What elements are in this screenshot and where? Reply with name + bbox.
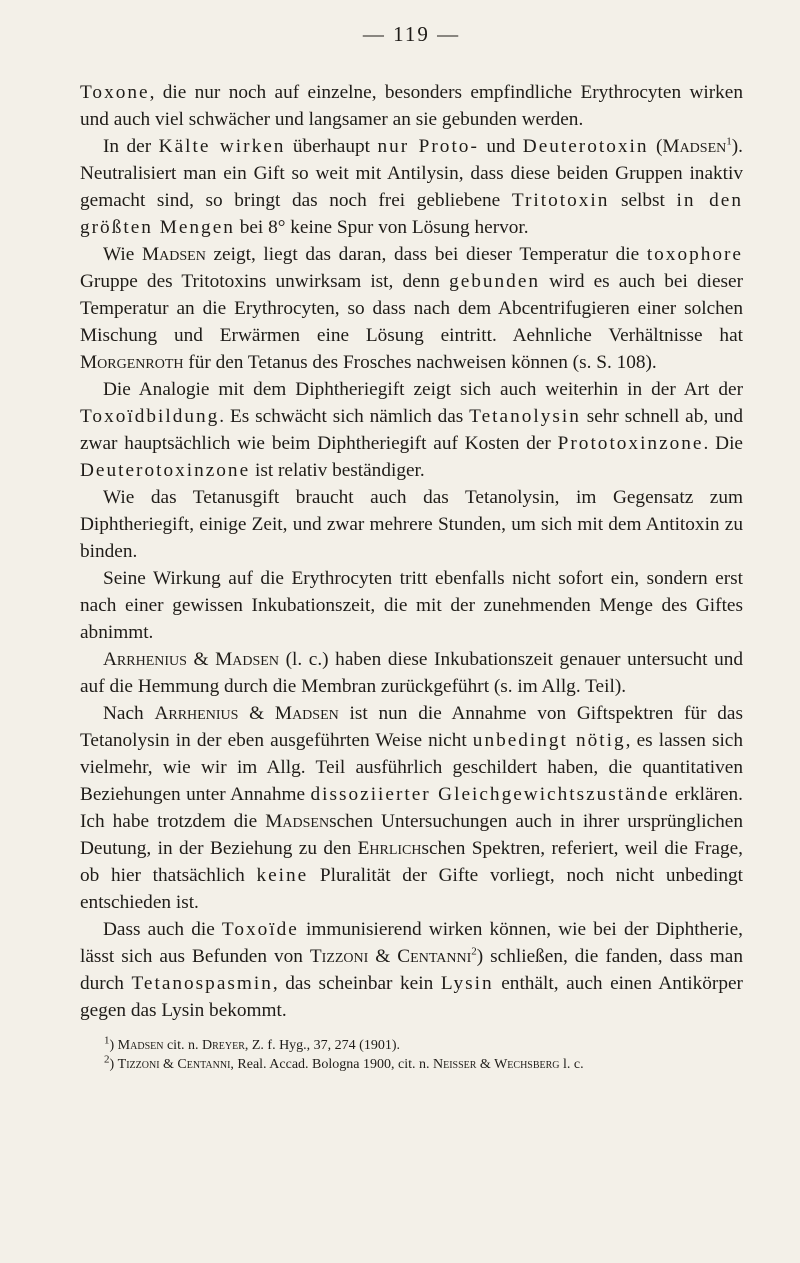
text-run: ): [109, 1038, 118, 1053]
text-run: Madsen: [662, 136, 727, 157]
footnote-marker: 1: [726, 135, 732, 148]
text-run: überhaupt: [285, 136, 378, 157]
text-run: unbedingt nötig: [472, 730, 626, 751]
page-number: — 119 —: [362, 22, 461, 46]
text-run: . Die: [703, 433, 743, 454]
text-run: Wie das Tetanusgift braucht auch das Tetanolysin, im Gegensatz zum Diphtheriegift, einige Zeit, und zwar mehrere Stunden, um sich mit dem Antitoxin zu binden.: [80, 487, 743, 562]
paragraph: [80, 484, 743, 565]
text-run: schen Untersuchungen auch in ihrer ursprünglichen Deutung, in der Beziehung zu den: [80, 811, 743, 859]
text-run: dissoziierter Gleichgewichtszustände: [310, 784, 670, 805]
text-run: Ehrlich: [357, 838, 422, 859]
text-run: bei 8° keine Spur von Lösung hervor.: [234, 217, 529, 238]
text-run: , Z. f. Hyg., 37, 274 (1901).: [244, 1038, 401, 1053]
text-run: Arrhenius & Madsen: [154, 703, 339, 724]
text-run: Toxone: [80, 82, 150, 103]
text-run: gebunden: [449, 271, 541, 292]
text-run: immunisierend wirken können, wie bei der Diphtherie, lässt sich aus Befunden von: [80, 919, 743, 967]
text-run: Kälte wirken: [158, 136, 286, 157]
footnote: [80, 1036, 743, 1055]
text-run: Tritotoxin: [511, 190, 610, 211]
text-run: Toxoïde: [221, 919, 299, 940]
text-run: Seine Wirkung auf die Erythrocyten tritt ebenfalls nicht sofort ein, sondern erst nach einer gewissen Inkubationszeit, die mit der zunehmenden Menge des Giftes abnimmt.: [80, 568, 743, 643]
text-run: enthält, auch einen Antikörper gegen das Lysin bekommt.: [80, 973, 743, 1021]
text-run: Tetanospasmin: [131, 973, 273, 994]
paragraph: [80, 79, 743, 133]
text-run: Deuterotoxin: [522, 136, 649, 157]
text-run: Tizzoni & Centanni: [309, 946, 472, 967]
text-run: Die Analogie mit dem Diphtheriegift zeigt sich auch weiterhin in der Art der: [103, 379, 743, 400]
text-run: ) schließen, die fanden, dass man durch: [80, 946, 743, 994]
paragraph: [80, 241, 743, 376]
text-run: Tizzoni & Centanni: [117, 1057, 231, 1072]
text-run: Pluralität der Gifte vorliegt, noch nicht unbedingt entschieden ist.: [80, 865, 743, 913]
text-run: erklären. Ich habe trotzdem die: [80, 784, 743, 832]
text-run: l. c.: [559, 1057, 584, 1072]
text-run: Lysin: [440, 973, 494, 994]
text-run: Arrhenius & Madsen: [103, 649, 279, 670]
paragraph: [80, 133, 743, 241]
paragraph: [80, 916, 743, 1024]
text-run: zeigt, liegt das daran, dass bei dieser Temperatur die: [205, 244, 647, 265]
footnote-marker: 1: [104, 1034, 110, 1047]
paragraph: [80, 376, 743, 484]
text-run: Nach: [103, 703, 155, 724]
text-run: cit. n.: [163, 1038, 202, 1053]
paragraph: [80, 700, 743, 916]
text-run: , die nur noch auf einzelne, besonders empfindliche Erythrocyten wirken und auch viel schwächer und langsamer an sie gebunden werden.: [80, 82, 743, 130]
text-run: Madsen: [117, 1038, 164, 1053]
text-run: wird es auch bei dieser Temperatur an die Erythrocyten, so dass nach dem Abcentrifugieren einer solchen Mischung und Erwärmen eine Lösung eintritt. Aehnliche Verhältnisse hat: [80, 271, 743, 346]
text-run: in den größten Mengen: [80, 190, 743, 238]
text-run: Tetanolysin: [469, 406, 581, 427]
text-run: Dreyer: [201, 1038, 245, 1053]
footnote: [80, 1055, 743, 1074]
text-run: In der: [103, 136, 159, 157]
text-run: ist relativ beständiger.: [250, 460, 425, 481]
text-run: Prototoxinzone: [557, 433, 704, 454]
text-run: , das scheinbar kein: [272, 973, 441, 994]
text-run: . Es schwächt sich nämlich das: [219, 406, 470, 427]
text-run: und: [478, 136, 523, 157]
text-run: Wie: [103, 244, 142, 265]
text-run: Deuterotoxinzone: [80, 460, 251, 481]
text-run: selbst: [609, 190, 677, 211]
footnote-marker: 2: [104, 1053, 110, 1066]
text-run: sehr schnell ab, und zwar hauptsächlich wie beim Diphtheriegift auf Kosten der: [80, 406, 743, 454]
text-run: schen Spektren, referiert, weil die Frage, ob hier thatsächlich: [80, 838, 743, 886]
text-run: Neisser & Wechsberg: [432, 1057, 560, 1072]
footnotes: [80, 1036, 743, 1074]
text-run: Toxoïdbildung: [80, 406, 220, 427]
text-run: Gruppe des Tritotoxins unwirksam ist, denn: [80, 271, 450, 292]
text-run: (l. c.) haben diese Inkubationszeit genauer untersucht und auf die Hemmung durch die Membran zurückgeführt (s. im Allg. Teil).: [80, 649, 743, 697]
paragraph: [80, 646, 743, 700]
text-run: Morgenroth: [80, 352, 184, 373]
text-run: ist nun die Annahme von Giftspektren für das Tetanolysin in der eben ausgeführten Weise nicht: [80, 703, 743, 751]
text-run: ): [109, 1057, 118, 1072]
text-run: keine: [256, 865, 309, 886]
text-run: (: [648, 136, 663, 157]
text-run: Madsen: [142, 244, 206, 265]
text-run: ). Neutralisiert man ein Gift so weit mit Antilysin, dass diese beiden Gruppen inaktiv gemacht sind, so bringt das noch frei gebliebene: [80, 136, 743, 211]
text-run: Dass auch die: [103, 919, 222, 940]
text-run: für den Tetanus des Frosches nachweisen können (s. S. 108).: [183, 352, 657, 373]
text-run: toxophore: [646, 244, 743, 265]
text-run: , es lassen sich vielmehr, wie wir im Allg. Teil ausführlich geschildert haben, die quantitativen Beziehungen unter Annahme: [80, 730, 744, 805]
text-run: Madsen: [265, 811, 330, 832]
body-text: [80, 79, 743, 1024]
paragraph: [80, 565, 743, 646]
footnote-marker: 2: [471, 945, 477, 958]
text-run: nur Proto-: [377, 136, 479, 157]
text-run: , Real. Accad. Bologna 1900, cit. n.: [230, 1057, 433, 1072]
